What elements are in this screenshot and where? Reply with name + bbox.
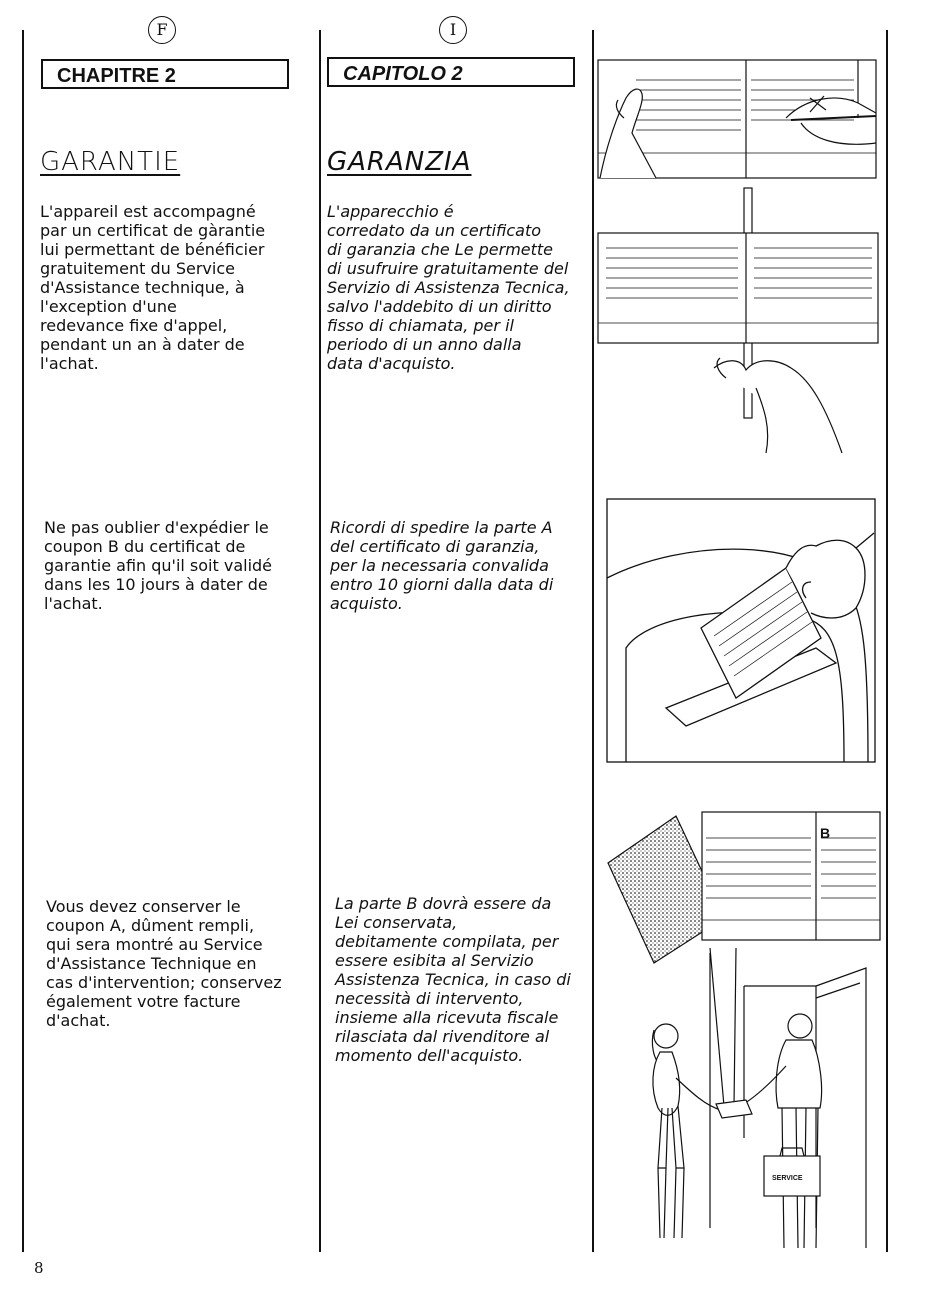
page-number: 8 — [34, 1259, 44, 1277]
french-section-title: GARANTIE — [40, 147, 181, 177]
french-paragraph-3: Vous devez conserver le coupon A, dûment rempli, qui sera montré au Service d'Assistance Technique en cas d'intervention; conservez également votre facture d'achat. — [46, 897, 282, 1030]
italian-section-title: GARANZIA — [327, 147, 472, 177]
french-paragraph-1: L'appareil est accompagné par un certificat de gàrantie lui permettant de bénéficier gratuitement du Service d'Assistance technique, à l'exception d'une redevance fixe d'appel, pendant un an à dater de l'achat. — [40, 202, 266, 373]
italian-paragraph-3: La parte B dovrà essere da Lei conservata, debitamente compilata, per essere esibita al Servizio Assistenza Tecnica, in caso di necessità di intervento, insieme alla ricevuta fiscale rilasciata dal rivenditore al momento dell'acquisto. — [335, 894, 571, 1065]
french-chapter-heading: CHAPITRE 2 — [41, 59, 289, 89]
service-handover-illustration — [606, 808, 884, 1253]
italian-paragraph-1: L'apparecchio é corredato da un certificato di garanzia che Le permette di usufruire gratuitamente del Servizio di Assistenza Tecnica, salvo l'addebito di un diritto fisso di chiamata, per il periodo di un anno dalla data d'acquisto. — [327, 202, 570, 373]
italian-chapter-heading: CAPITOLO 2 — [327, 57, 575, 87]
italian-paragraph-2: Ricordi di spedire la parte A del certificato di garanzia, per la necessaria convalida entro 10 giorni dalla data di acquisto. — [330, 518, 554, 613]
right-margin-rule — [886, 30, 888, 1252]
french-paragraph-2: Ne pas oublier d'expédier le coupon B du certificat de garantie afin qu'il soit validé dans les 10 jours à dater de l'achat. — [44, 518, 273, 613]
service-case-label: SERVICE — [772, 1175, 803, 1182]
certificate-filling-illustration — [596, 58, 880, 458]
coupon-b-letter: B — [820, 825, 831, 841]
column-divider-1 — [319, 30, 321, 1252]
column-divider-2 — [592, 30, 594, 1252]
left-margin-rule — [22, 30, 24, 1252]
italian-language-badge: I — [439, 16, 467, 44]
french-language-badge: F — [148, 16, 176, 44]
mailing-coupon-illustration — [606, 498, 876, 763]
